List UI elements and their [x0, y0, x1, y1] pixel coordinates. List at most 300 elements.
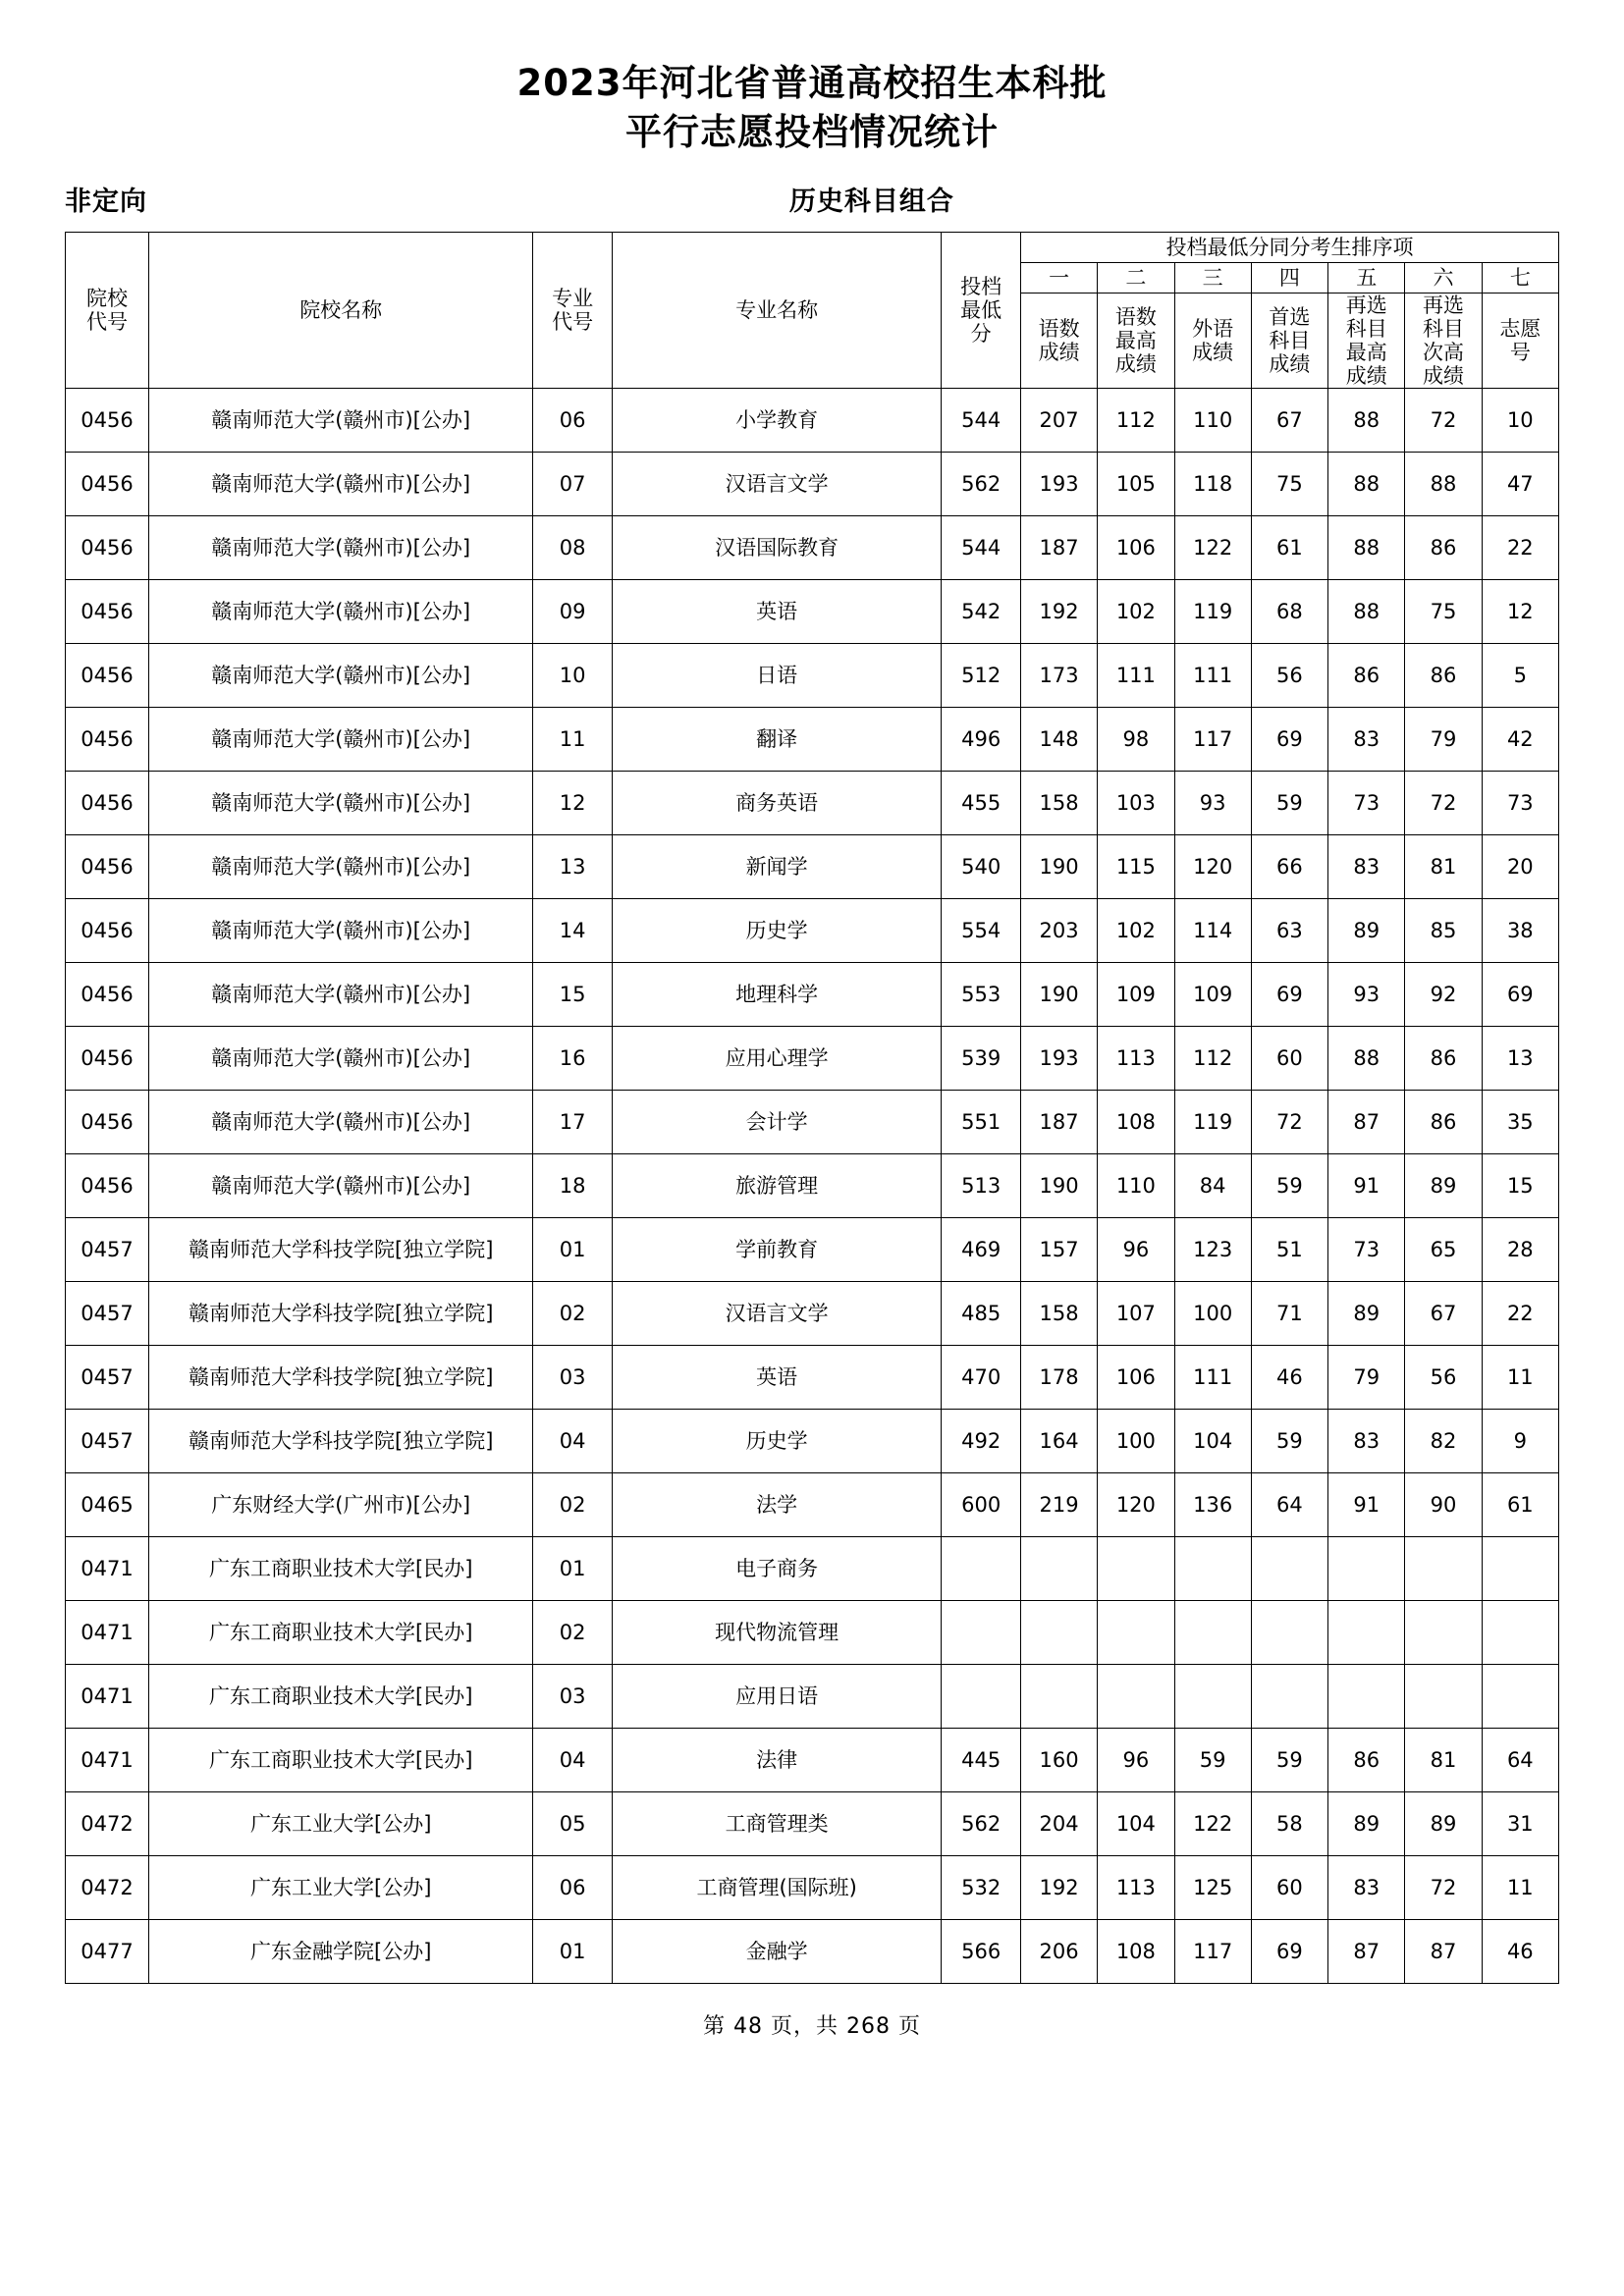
cell-min-score: 513 [942, 1154, 1021, 1218]
cell-major-code: 18 [533, 1154, 613, 1218]
cell-rank-2: 96 [1098, 1729, 1174, 1792]
cell-school-code: 0456 [66, 1091, 149, 1154]
header-rank-num-1: 一 [1020, 262, 1097, 293]
cell-rank-4: 56 [1251, 644, 1327, 708]
cell-rank-6: 90 [1405, 1473, 1482, 1537]
cell-school-code: 0456 [66, 580, 149, 644]
cell-min-score: 512 [942, 644, 1021, 708]
cell-rank-5: 83 [1328, 1410, 1405, 1473]
header-rank-label-5: 再选 科目 最高 成绩 [1328, 293, 1405, 389]
header-rank-num-5: 五 [1328, 262, 1405, 293]
cell-rank-2: 105 [1098, 453, 1174, 516]
cell-min-score: 470 [942, 1346, 1021, 1410]
cell-rank-6 [1405, 1665, 1482, 1729]
table-body [66, 389, 1559, 1984]
cell-rank-4: 59 [1251, 1410, 1327, 1473]
cell-major-name: 学前教育 [612, 1218, 942, 1282]
cell-rank-7 [1482, 1601, 1558, 1665]
cell-major-code: 16 [533, 1027, 613, 1091]
cell-rank-7: 22 [1482, 1282, 1558, 1346]
cell-rank-3 [1174, 1601, 1251, 1665]
admission-score-table [65, 232, 1559, 1985]
cell-rank-3: 136 [1174, 1473, 1251, 1537]
header-rank-num-3: 三 [1174, 262, 1251, 293]
cell-major-code: 06 [533, 1856, 613, 1920]
cell-rank-2: 103 [1098, 772, 1174, 835]
cell-min-score: 551 [942, 1091, 1021, 1154]
cell-rank-4: 68 [1251, 580, 1327, 644]
cell-rank-3: 120 [1174, 835, 1251, 899]
cell-major-name: 历史学 [612, 1410, 942, 1473]
cell-school-code: 0465 [66, 1473, 149, 1537]
subheader [65, 179, 1559, 218]
cell-school-name: 赣南师范大学(赣州市)[公办] [148, 580, 532, 644]
cell-major-code: 08 [533, 516, 613, 580]
cell-rank-7: 11 [1482, 1856, 1558, 1920]
cell-major-name: 新闻学 [612, 835, 942, 899]
cell-rank-6 [1405, 1537, 1482, 1601]
cell-rank-3: 104 [1174, 1410, 1251, 1473]
cell-major-code: 04 [533, 1410, 613, 1473]
cell-rank-1: 204 [1020, 1792, 1097, 1856]
cell-min-score: 455 [942, 772, 1021, 835]
cell-rank-7: 12 [1482, 580, 1558, 644]
cell-major-code: 15 [533, 963, 613, 1027]
cell-school-name: 赣南师范大学(赣州市)[公办] [148, 389, 532, 453]
cell-major-name: 汉语国际教育 [612, 516, 942, 580]
cell-min-score [942, 1665, 1021, 1729]
cell-rank-1: 160 [1020, 1729, 1097, 1792]
cell-rank-2: 102 [1098, 580, 1174, 644]
table-row [66, 835, 1559, 899]
cell-rank-3: 125 [1174, 1856, 1251, 1920]
cell-school-code: 0456 [66, 516, 149, 580]
cell-rank-2: 112 [1098, 389, 1174, 453]
cell-major-name: 日语 [612, 644, 942, 708]
cell-min-score: 469 [942, 1218, 1021, 1282]
cell-rank-5 [1328, 1601, 1405, 1665]
header-rank-label-3: 外语 成绩 [1174, 293, 1251, 389]
cell-rank-5: 86 [1328, 644, 1405, 708]
header-rank-label-1: 语数 成绩 [1020, 293, 1097, 389]
cell-rank-7: 5 [1482, 644, 1558, 708]
cell-rank-4 [1251, 1665, 1327, 1729]
cell-major-code: 05 [533, 1792, 613, 1856]
cell-major-name: 小学教育 [612, 389, 942, 453]
cell-rank-5: 88 [1328, 453, 1405, 516]
table-row [66, 708, 1559, 772]
cell-major-code: 13 [533, 835, 613, 899]
cell-major-code: 10 [533, 644, 613, 708]
cell-school-code: 0456 [66, 708, 149, 772]
cell-rank-6: 72 [1405, 1856, 1482, 1920]
cell-rank-7: 10 [1482, 389, 1558, 453]
cell-major-code: 04 [533, 1729, 613, 1792]
header-rank-num-2: 二 [1098, 262, 1174, 293]
cell-rank-6: 82 [1405, 1410, 1482, 1473]
cell-major-name: 翻译 [612, 708, 942, 772]
header-min-score: 投档 最低 分 [942, 232, 1021, 389]
cell-rank-1: 158 [1020, 1282, 1097, 1346]
cell-major-name: 电子商务 [612, 1537, 942, 1601]
cell-rank-7: 46 [1482, 1920, 1558, 1984]
cell-rank-7: 31 [1482, 1792, 1558, 1856]
cell-rank-3: 100 [1174, 1282, 1251, 1346]
cell-rank-3: 119 [1174, 1091, 1251, 1154]
cell-major-name: 历史学 [612, 899, 942, 963]
cell-school-code: 0456 [66, 963, 149, 1027]
cell-min-score: 540 [942, 835, 1021, 899]
cell-rank-2: 113 [1098, 1027, 1174, 1091]
cell-rank-4: 60 [1251, 1856, 1327, 1920]
cell-rank-5: 93 [1328, 963, 1405, 1027]
header-rank-label-6: 再选 科目 次高 成绩 [1405, 293, 1482, 389]
table-row [66, 1091, 1559, 1154]
cell-major-name: 金融学 [612, 1920, 942, 1984]
cell-rank-6: 86 [1405, 1027, 1482, 1091]
cell-school-name: 赣南师范大学(赣州市)[公办] [148, 835, 532, 899]
cell-rank-6: 89 [1405, 1154, 1482, 1218]
cell-major-code: 17 [533, 1091, 613, 1154]
cell-school-code: 0456 [66, 899, 149, 963]
cell-rank-3: 118 [1174, 453, 1251, 516]
cell-major-code: 09 [533, 580, 613, 644]
cell-major-code: 07 [533, 453, 613, 516]
cell-rank-7: 61 [1482, 1473, 1558, 1537]
cell-school-name: 广东工业大学[公办] [148, 1792, 532, 1856]
cell-major-code: 01 [533, 1920, 613, 1984]
cell-rank-2: 113 [1098, 1856, 1174, 1920]
cell-rank-2: 102 [1098, 899, 1174, 963]
cell-rank-7: 13 [1482, 1027, 1558, 1091]
table-row [66, 1346, 1559, 1410]
cell-rank-2: 108 [1098, 1920, 1174, 1984]
cell-rank-3: 122 [1174, 516, 1251, 580]
cell-school-code: 0456 [66, 389, 149, 453]
cell-rank-5: 91 [1328, 1473, 1405, 1537]
cell-rank-3: 84 [1174, 1154, 1251, 1218]
cell-rank-5: 88 [1328, 516, 1405, 580]
cell-min-score: 554 [942, 899, 1021, 963]
cell-rank-1: 187 [1020, 516, 1097, 580]
cell-rank-1: 157 [1020, 1218, 1097, 1282]
cell-rank-4: 58 [1251, 1792, 1327, 1856]
table-row [66, 772, 1559, 835]
cell-rank-7: 42 [1482, 708, 1558, 772]
cell-rank-6: 81 [1405, 835, 1482, 899]
cell-rank-6: 56 [1405, 1346, 1482, 1410]
cell-school-name: 赣南师范大学(赣州市)[公办] [148, 1027, 532, 1091]
cell-major-name: 旅游管理 [612, 1154, 942, 1218]
header-rank-num-7: 七 [1482, 262, 1558, 293]
cell-school-code: 0456 [66, 1027, 149, 1091]
cell-rank-2: 100 [1098, 1410, 1174, 1473]
cell-school-code: 0457 [66, 1410, 149, 1473]
cell-min-score: 544 [942, 389, 1021, 453]
cell-rank-7 [1482, 1537, 1558, 1601]
cell-rank-5 [1328, 1665, 1405, 1729]
cell-rank-7: 11 [1482, 1346, 1558, 1410]
table-row [66, 1665, 1559, 1729]
cell-rank-1 [1020, 1601, 1097, 1665]
cell-major-code: 02 [533, 1473, 613, 1537]
cell-school-name: 赣南师范大学(赣州市)[公办] [148, 899, 532, 963]
cell-rank-4: 69 [1251, 963, 1327, 1027]
header-major-name: 专业名称 [612, 232, 942, 389]
cell-min-score: 542 [942, 580, 1021, 644]
cell-rank-4: 69 [1251, 1920, 1327, 1984]
cell-school-code: 0472 [66, 1856, 149, 1920]
cell-rank-6: 67 [1405, 1282, 1482, 1346]
cell-major-code: 12 [533, 772, 613, 835]
cell-rank-6: 81 [1405, 1729, 1482, 1792]
cell-rank-4: 72 [1251, 1091, 1327, 1154]
cell-rank-1 [1020, 1537, 1097, 1601]
cell-rank-7: 15 [1482, 1154, 1558, 1218]
cell-major-code: 01 [533, 1218, 613, 1282]
cell-min-score: 562 [942, 1792, 1021, 1856]
header-major-code: 专业 代号 [533, 232, 613, 389]
cell-major-name: 汉语言文学 [612, 1282, 942, 1346]
cell-rank-1: 190 [1020, 1154, 1097, 1218]
cell-major-name: 法学 [612, 1473, 942, 1537]
cell-rank-2 [1098, 1665, 1174, 1729]
cell-major-name: 英语 [612, 1346, 942, 1410]
cell-rank-5: 86 [1328, 1729, 1405, 1792]
cell-major-name: 应用日语 [612, 1665, 942, 1729]
cell-rank-4: 59 [1251, 772, 1327, 835]
cell-rank-2: 110 [1098, 1154, 1174, 1218]
cell-school-name: 广东金融学院[公办] [148, 1920, 532, 1984]
cell-rank-3: 122 [1174, 1792, 1251, 1856]
header-school-code: 院校 代号 [66, 232, 149, 389]
cell-rank-4: 59 [1251, 1729, 1327, 1792]
cell-rank-6: 88 [1405, 453, 1482, 516]
cell-rank-1: 203 [1020, 899, 1097, 963]
cell-school-name: 广东财经大学(广州市)[公办] [148, 1473, 532, 1537]
cell-rank-4: 46 [1251, 1346, 1327, 1410]
cell-rank-5: 89 [1328, 1282, 1405, 1346]
cell-rank-3: 109 [1174, 963, 1251, 1027]
cell-major-code: 03 [533, 1665, 613, 1729]
cell-min-score: 445 [942, 1729, 1021, 1792]
page-footer: 第 48 页，共 268 页 [703, 2014, 921, 2040]
header-school-name: 院校名称 [148, 232, 532, 389]
cell-school-code: 0457 [66, 1346, 149, 1410]
cell-min-score: 544 [942, 516, 1021, 580]
cell-rank-7: 22 [1482, 516, 1558, 580]
cell-major-name: 英语 [612, 580, 942, 644]
cell-rank-7: 20 [1482, 835, 1558, 899]
cell-school-code: 0456 [66, 1154, 149, 1218]
cell-school-code: 0456 [66, 644, 149, 708]
table-header [66, 232, 1559, 389]
cell-rank-4: 61 [1251, 516, 1327, 580]
cell-rank-1: 187 [1020, 1091, 1097, 1154]
cell-rank-5: 89 [1328, 899, 1405, 963]
cell-school-code: 0471 [66, 1601, 149, 1665]
cell-rank-1: 207 [1020, 389, 1097, 453]
cell-rank-6: 86 [1405, 516, 1482, 580]
cell-school-code: 0471 [66, 1665, 149, 1729]
cell-school-name: 赣南师范大学(赣州市)[公办] [148, 772, 532, 835]
cell-rank-5: 88 [1328, 580, 1405, 644]
cell-rank-1: 158 [1020, 772, 1097, 835]
cell-rank-4: 64 [1251, 1473, 1327, 1537]
cell-rank-7: 64 [1482, 1729, 1558, 1792]
subject-group-label: 历史科目组合 [788, 186, 954, 217]
cell-rank-4: 67 [1251, 389, 1327, 453]
table-row [66, 1729, 1559, 1792]
cell-min-score: 496 [942, 708, 1021, 772]
table-row [66, 1282, 1559, 1346]
cell-rank-4: 75 [1251, 453, 1327, 516]
header-rank-num-6: 六 [1405, 262, 1482, 293]
cell-major-code: 02 [533, 1282, 613, 1346]
cell-rank-6: 87 [1405, 1920, 1482, 1984]
cell-rank-4: 51 [1251, 1218, 1327, 1282]
cell-min-score: 553 [942, 963, 1021, 1027]
cell-rank-6: 89 [1405, 1792, 1482, 1856]
cell-rank-7: 38 [1482, 899, 1558, 963]
cell-rank-2: 107 [1098, 1282, 1174, 1346]
table-row [66, 1601, 1559, 1665]
header-rank-label-7: 志愿 号 [1482, 293, 1558, 389]
table-row [66, 899, 1559, 963]
cell-rank-3: 111 [1174, 1346, 1251, 1410]
cell-school-name: 赣南师范大学(赣州市)[公办] [148, 516, 532, 580]
cell-school-code: 0457 [66, 1282, 149, 1346]
cell-school-name: 广东工商职业技术大学[民办] [148, 1537, 532, 1601]
cell-school-name: 赣南师范大学(赣州市)[公办] [148, 1154, 532, 1218]
cell-rank-4: 66 [1251, 835, 1327, 899]
cell-rank-3: 112 [1174, 1027, 1251, 1091]
cell-min-score: 532 [942, 1856, 1021, 1920]
cell-rank-1: 178 [1020, 1346, 1097, 1410]
table-row [66, 1410, 1559, 1473]
cell-rank-1: 193 [1020, 1027, 1097, 1091]
cell-min-score: 566 [942, 1920, 1021, 1984]
table-row [66, 1154, 1559, 1218]
cell-rank-5 [1328, 1537, 1405, 1601]
cell-rank-5: 83 [1328, 1856, 1405, 1920]
table-row [66, 1856, 1559, 1920]
cell-major-name: 现代物流管理 [612, 1601, 942, 1665]
cell-rank-4: 63 [1251, 899, 1327, 963]
table-row [66, 1537, 1559, 1601]
cell-school-name: 赣南师范大学(赣州市)[公办] [148, 1091, 532, 1154]
cell-school-name: 赣南师范大学(赣州市)[公办] [148, 453, 532, 516]
cell-min-score [942, 1537, 1021, 1601]
table-row [66, 1218, 1559, 1282]
table-row [66, 516, 1559, 580]
cell-school-code: 0477 [66, 1920, 149, 1984]
cell-rank-4 [1251, 1601, 1327, 1665]
cell-rank-3: 111 [1174, 644, 1251, 708]
cell-major-code: 14 [533, 899, 613, 963]
header-rank-group: 投档最低分同分考生排序项 [1020, 232, 1558, 262]
cell-rank-6: 79 [1405, 708, 1482, 772]
cell-rank-2: 108 [1098, 1091, 1174, 1154]
cell-school-name: 赣南师范大学(赣州市)[公办] [148, 708, 532, 772]
cell-school-name: 广东工商职业技术大学[民办] [148, 1665, 532, 1729]
cell-rank-7: 9 [1482, 1410, 1558, 1473]
cell-rank-5: 83 [1328, 835, 1405, 899]
cell-rank-3: 119 [1174, 580, 1251, 644]
cell-rank-4: 59 [1251, 1154, 1327, 1218]
header-rank-num-4: 四 [1251, 262, 1327, 293]
cell-rank-1: 193 [1020, 453, 1097, 516]
cell-rank-2: 104 [1098, 1792, 1174, 1856]
cell-rank-3: 123 [1174, 1218, 1251, 1282]
cell-rank-1: 219 [1020, 1473, 1097, 1537]
cell-rank-2: 111 [1098, 644, 1174, 708]
cell-rank-5: 88 [1328, 1027, 1405, 1091]
cell-rank-3: 117 [1174, 708, 1251, 772]
cell-rank-6: 75 [1405, 580, 1482, 644]
cell-rank-2: 120 [1098, 1473, 1174, 1537]
cell-school-name: 广东工业大学[公办] [148, 1856, 532, 1920]
cell-min-score: 492 [942, 1410, 1021, 1473]
cell-rank-2: 109 [1098, 963, 1174, 1027]
cell-major-name: 会计学 [612, 1091, 942, 1154]
table-row [66, 1473, 1559, 1537]
cell-major-code: 03 [533, 1346, 613, 1410]
cell-school-code: 0471 [66, 1537, 149, 1601]
cell-school-code: 0472 [66, 1792, 149, 1856]
title-line-1: 2023年河北省普通高校招生本科批 [516, 62, 1108, 104]
cell-rank-2: 115 [1098, 835, 1174, 899]
cell-rank-1: 173 [1020, 644, 1097, 708]
cell-rank-1: 192 [1020, 1856, 1097, 1920]
cell-school-name: 赣南师范大学(赣州市)[公办] [148, 644, 532, 708]
cell-rank-5: 87 [1328, 1920, 1405, 1984]
table-row [66, 389, 1559, 453]
table-row [66, 1792, 1559, 1856]
cell-rank-5: 79 [1328, 1346, 1405, 1410]
cell-rank-6: 86 [1405, 644, 1482, 708]
cell-rank-5: 73 [1328, 1218, 1405, 1282]
cell-rank-5: 83 [1328, 708, 1405, 772]
cell-rank-5: 89 [1328, 1792, 1405, 1856]
cell-major-name: 应用心理学 [612, 1027, 942, 1091]
cell-rank-2: 98 [1098, 708, 1174, 772]
cell-major-name: 汉语言文学 [612, 453, 942, 516]
enrollment-type-label: 非定向 [65, 186, 147, 217]
cell-rank-5: 91 [1328, 1154, 1405, 1218]
cell-school-name: 赣南师范大学科技学院[独立学院] [148, 1410, 532, 1473]
table-row [66, 453, 1559, 516]
cell-rank-4: 60 [1251, 1027, 1327, 1091]
cell-rank-1: 206 [1020, 1920, 1097, 1984]
cell-major-name: 工商管理(国际班) [612, 1856, 942, 1920]
cell-rank-7 [1482, 1665, 1558, 1729]
cell-rank-7: 73 [1482, 772, 1558, 835]
cell-rank-1: 164 [1020, 1410, 1097, 1473]
cell-rank-2: 106 [1098, 516, 1174, 580]
cell-major-name: 工商管理类 [612, 1792, 942, 1856]
table-row [66, 1027, 1559, 1091]
cell-rank-5: 73 [1328, 772, 1405, 835]
cell-major-name: 商务英语 [612, 772, 942, 835]
cell-school-name: 广东工商职业技术大学[民办] [148, 1729, 532, 1792]
cell-rank-6: 85 [1405, 899, 1482, 963]
table-row [66, 580, 1559, 644]
cell-school-code: 0456 [66, 453, 149, 516]
header-rank-label-2: 语数 最高 成绩 [1098, 293, 1174, 389]
cell-rank-2 [1098, 1601, 1174, 1665]
cell-rank-7: 35 [1482, 1091, 1558, 1154]
